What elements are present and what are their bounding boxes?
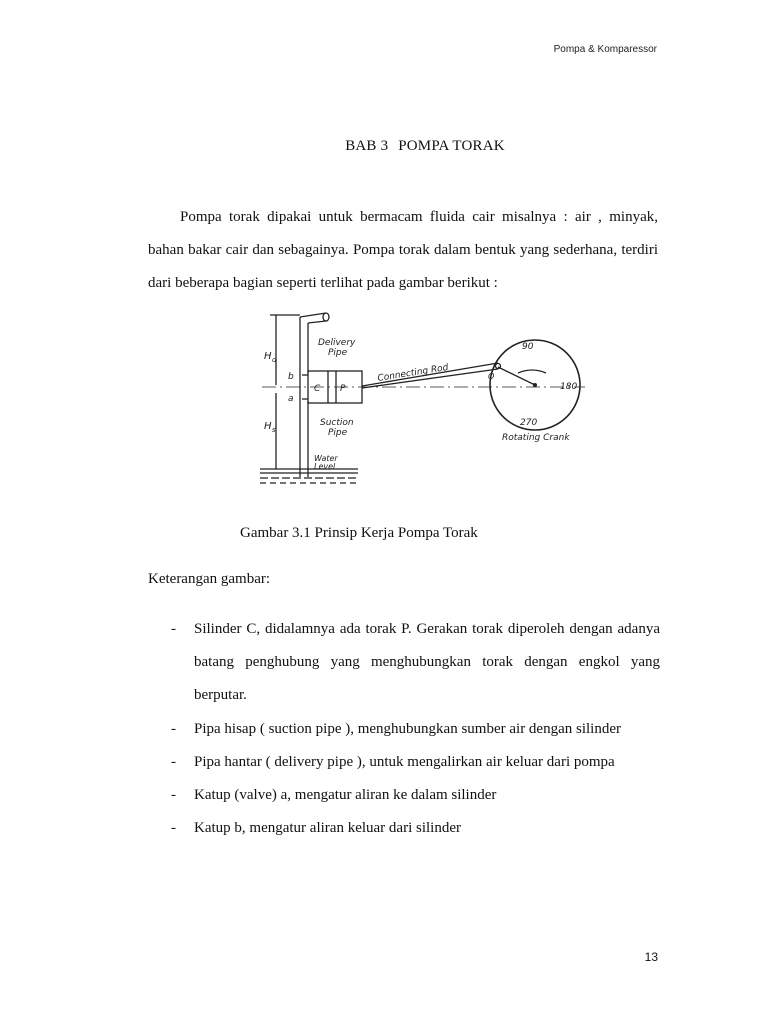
page-number: 13 <box>644 950 658 964</box>
crank-pin <box>496 364 501 369</box>
label-90-degrees: 90 <box>522 342 534 352</box>
list-dash: - <box>171 820 176 836</box>
label-suction-pipe: Pipe <box>328 428 348 438</box>
legend-list <box>148 613 660 845</box>
label-hs: H <box>264 421 272 432</box>
label-hd: H <box>264 351 272 362</box>
label-level: Level <box>314 462 336 471</box>
label-water: Water <box>314 454 338 463</box>
label-delivery: Delivery <box>318 338 356 348</box>
delivery-outlet-mouth <box>323 313 329 321</box>
list-dash: - <box>171 787 176 803</box>
label-hd-sub: d <box>272 356 277 364</box>
list-item-text: Katup b, mengatur aliran keluar dari silinder <box>194 820 461 836</box>
intro-paragraph: Pompa torak dipakai untuk bermacam fluida cair misalnya : air , minyak, bahan bakar cair dan sebagainya. Pompa torak dalam bentuk yang sederhana, terdiri dari beberapa bagian seperti terlihat pada gambar berikut : <box>148 209 658 291</box>
label-rotating-crank: Rotating Crank <box>502 433 570 443</box>
chapter-number: BAB 3 <box>345 138 389 154</box>
label-c: C <box>314 384 321 394</box>
chapter-name: POMPA TORAK <box>398 138 505 154</box>
list-item <box>148 812 660 845</box>
list-item <box>148 746 660 779</box>
list-dash: - <box>171 721 176 737</box>
pump-diagram-svg <box>240 297 585 497</box>
list-item <box>148 613 660 712</box>
delivery-outlet-top <box>300 313 326 317</box>
list-item <box>148 713 660 746</box>
list-dash: - <box>171 621 176 637</box>
list-item-text: Pipa hantar ( delivery pipe ), untuk mengalirkan air keluar dari pompa <box>194 754 615 770</box>
label-180-degrees: 180 <box>560 382 578 392</box>
label-connecting-rod: Connecting Rod <box>376 362 450 384</box>
list-item-text: Silinder C, didalamnya ada torak P. Gerakan torak diperoleh dengan adanya batang penghubung yang menghubungkan torak dengan engkol yang berputar. <box>194 621 660 703</box>
label-270-degrees: 270 <box>520 418 538 428</box>
list-item-text: Katup (valve) a, mengatur aliran ke dalam silinder <box>194 787 497 803</box>
label-suction: Suction <box>320 418 354 428</box>
list-item <box>148 779 660 812</box>
legend-heading: Keterangan gambar: <box>148 571 271 587</box>
rotation-arrow <box>518 370 546 373</box>
label-a: a <box>288 394 294 404</box>
chapter-title <box>0 138 768 155</box>
delivery-outlet-bottom <box>308 321 326 323</box>
label-b: b <box>288 372 294 382</box>
label-hs-sub: s <box>272 426 276 434</box>
figure-caption: Gambar 3.1 Prinsip Kerja Pompa Torak <box>240 525 478 541</box>
pump-diagram <box>240 297 585 497</box>
running-header: Pompa & Komparessor <box>553 44 657 55</box>
label-o: O <box>488 372 495 381</box>
label-p: P <box>340 384 346 394</box>
list-item-text: Pipa hisap ( suction pipe ), menghubungkan sumber air dengan silinder <box>194 721 621 737</box>
label-delivery-pipe: Pipe <box>328 348 348 358</box>
crank-center <box>533 383 537 387</box>
list-dash: - <box>171 754 176 770</box>
